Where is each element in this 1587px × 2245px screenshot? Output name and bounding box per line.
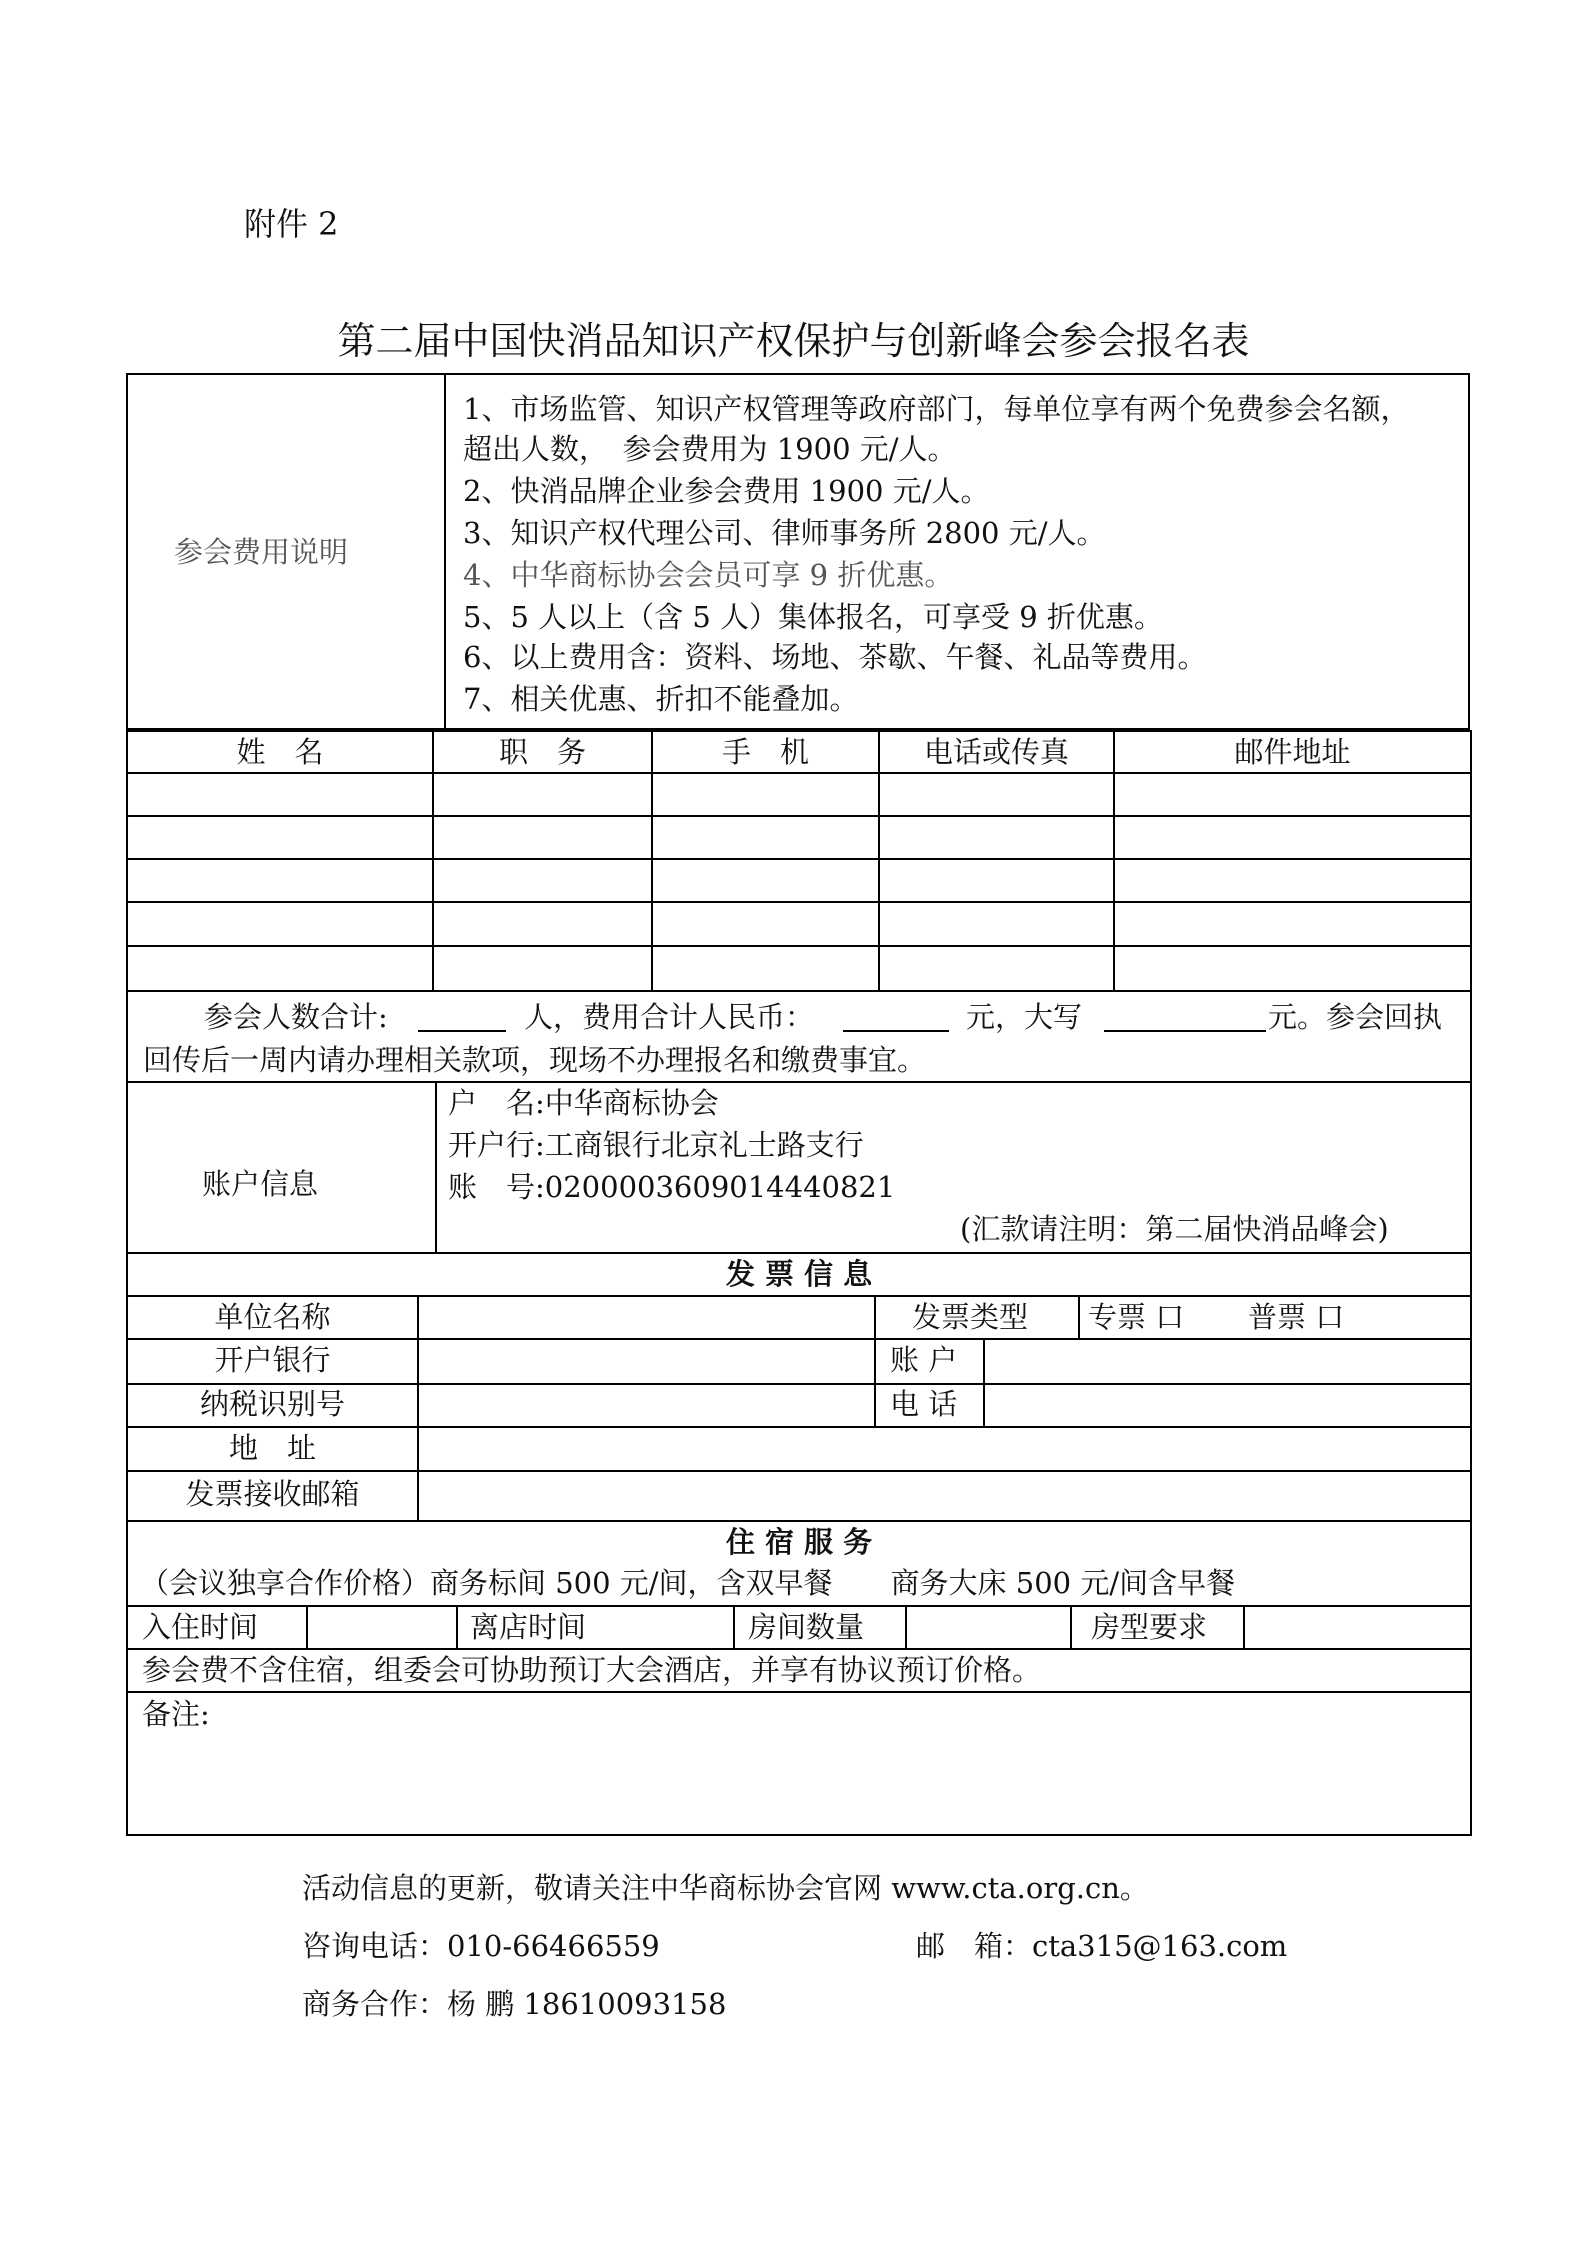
- invoice-type-special-checkbox[interactable]: 专票 口: [1088, 1300, 1185, 1334]
- attendee-row[interactable]: [128, 947, 1470, 990]
- invoice-type-normal-checkbox[interactable]: 普票 口: [1248, 1300, 1345, 1334]
- page-title: 第二届中国快消品知识产权保护与创新峰会参会报名表: [337, 319, 1250, 363]
- attendee-row[interactable]: [128, 903, 1470, 945]
- invoice-unit-name-label: 单位名称: [214, 1300, 331, 1334]
- fee-line: 7、相关优惠、折扣不能叠加。: [463, 682, 859, 716]
- lodging-price: （会议独享合作价格）商务标间 500 元/间，含双早餐 商务大床 500 元/间含早餐: [140, 1566, 1236, 1600]
- invoice-account-field[interactable]: [985, 1340, 1470, 1383]
- header-name: 姓 名: [236, 735, 324, 769]
- total-fee-label: 人，费用合计人民币：: [524, 1000, 815, 1034]
- remarks-label: 备注:: [142, 1697, 210, 1731]
- invoice-phone-field[interactable]: [985, 1385, 1470, 1426]
- total-count-blank[interactable]: [418, 1030, 506, 1032]
- account-remit-note: (汇款请注明：第二届快消品峰会): [960, 1212, 1389, 1246]
- invoice-type-label: 发票类型: [912, 1300, 1029, 1334]
- fee-label: 参会费用说明: [174, 535, 349, 569]
- fee-line: 2、快消品牌企业参会费用 1900 元/人。: [463, 474, 990, 508]
- account-number: 账 号:0200003609014440821: [448, 1170, 896, 1204]
- footer-contact: 商务合作：杨 鹏 18610093158: [302, 1987, 727, 2021]
- invoice-title: 发 票 信 息: [725, 1257, 873, 1291]
- attendee-row[interactable]: [128, 817, 1470, 858]
- invoice-email-label: 发票接收邮箱: [185, 1477, 360, 1511]
- invoice-bank-field[interactable]: [419, 1340, 874, 1383]
- invoice-unit-name-field[interactable]: [419, 1297, 874, 1338]
- fee-line: 5、5 人以上（含 5 人）集体报名，可享受 9 折优惠。: [463, 600, 1163, 634]
- invoice-address-label: 地 址: [228, 1431, 316, 1465]
- fee-line: 3、知识产权代理公司、律师事务所 2800 元/人。: [463, 516, 1106, 550]
- fee-line: 1、市场监管、知识产权管理等政府部门，每单位享有两个免费参会名额，: [463, 392, 1410, 426]
- attachment-label: 附件 2: [244, 205, 339, 243]
- fee-line: 6、以上费用含：资料、场地、茶歇、午餐、礼品等费用。: [463, 640, 1207, 674]
- header-email: 邮件地址: [1234, 735, 1351, 769]
- rooms-label: 房间数量: [748, 1610, 865, 1644]
- checkout-field[interactable]: [598, 1607, 733, 1648]
- account-label: 账户信息: [202, 1167, 319, 1201]
- checkout-label: 离店时间: [470, 1610, 587, 1644]
- invoice-address-field[interactable]: [419, 1428, 1470, 1470]
- account-bank: 开户行:工商银行北京礼士路支行: [448, 1128, 864, 1162]
- fee-line: 超出人数， 参会费用为 1900 元/人。: [463, 432, 957, 466]
- fee-line: 4、中华商标协会会员可享 9 折优惠。: [463, 558, 954, 592]
- total-receipt-text: 元。参会回执: [1268, 1000, 1443, 1034]
- invoice-bank-label: 开户银行: [214, 1343, 331, 1377]
- room-type-label: 房型要求: [1091, 1610, 1208, 1644]
- footer-phone: 咨询电话：010-66466559: [302, 1929, 660, 1963]
- lodging-note: 参会费不含住宿，组委会可协助预订大会酒店，并享有协议预订价格。: [142, 1653, 1042, 1687]
- total-note: 回传后一周内请办理相关款项，现场不办理报名和缴费事宜。: [143, 1043, 927, 1077]
- header-phone-fax: 电话或传真: [923, 735, 1069, 769]
- lodging-title: 住 宿 服 务: [725, 1525, 873, 1559]
- invoice-account-label: 账 户: [890, 1343, 958, 1377]
- account-holder: 户 名:中华商标协会: [448, 1086, 719, 1120]
- invoice-tax-id-label: 纳税识别号: [199, 1387, 345, 1421]
- total-count-label: 参会人数合计:: [204, 1000, 388, 1034]
- remarks-field[interactable]: [128, 1734, 1470, 1832]
- invoice-email-field[interactable]: [419, 1472, 1470, 1520]
- attendee-row[interactable]: [128, 774, 1470, 815]
- header-position: 职 务: [498, 735, 586, 769]
- header-mobile: 手 机: [721, 735, 809, 769]
- checkin-label: 入住时间: [142, 1610, 259, 1644]
- total-uppercase-label: 元，大写: [966, 1000, 1083, 1034]
- total-uppercase-blank[interactable]: [1104, 1030, 1266, 1032]
- footer-email: 邮 箱：cta315@163.com: [916, 1929, 1288, 1963]
- total-fee-blank[interactable]: [843, 1030, 949, 1032]
- rooms-field[interactable]: [907, 1607, 1070, 1648]
- invoice-phone-label: 电 话: [890, 1387, 958, 1421]
- invoice-tax-id-field[interactable]: [419, 1385, 874, 1426]
- footer-website: 活动信息的更新，敬请关注中华商标协会官网 www.cta.org.cn。: [302, 1871, 1149, 1905]
- attendee-row[interactable]: [128, 860, 1470, 901]
- room-type-field[interactable]: [1245, 1607, 1470, 1648]
- checkin-field[interactable]: [308, 1607, 456, 1648]
